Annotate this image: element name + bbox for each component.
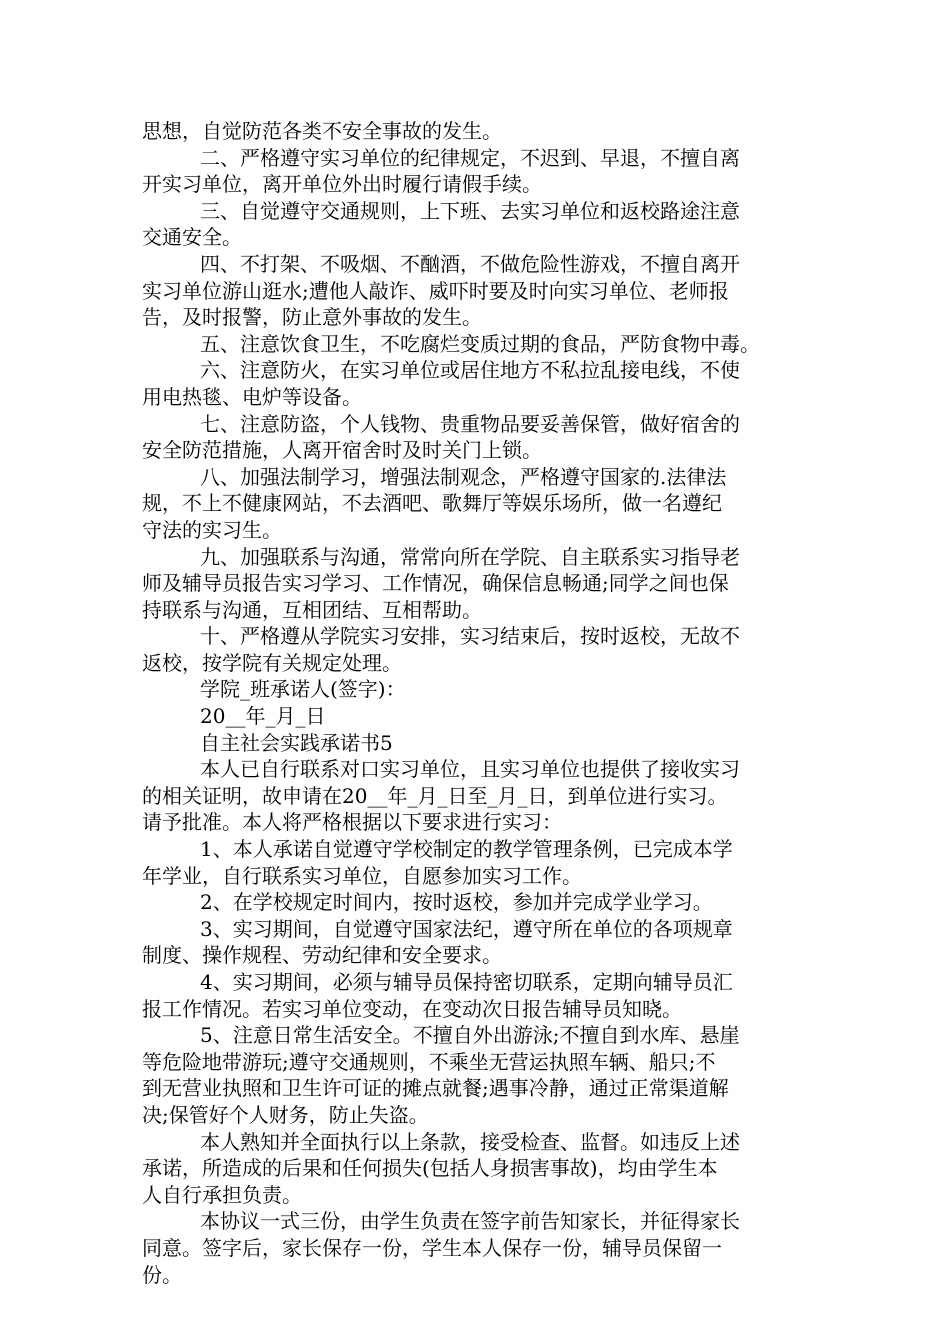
text-line: 八、加强法制学习，增强法制观念，严格遵守国家的.法律法 <box>200 464 727 489</box>
text-line: 承诺，所造成的后果和任何损失(包括人身损害事故)，均由学生本 <box>142 1156 718 1181</box>
text-line: 本协议一式三份，由学生负责在签字前告知家长，并征得家长 <box>200 1209 740 1234</box>
text-line: 自主社会实践承诺书5 <box>200 730 393 755</box>
text-line: 到无营业执照和卫生许可证的摊点就餐;遇事冷静，通过正常渠道解 <box>142 1076 729 1101</box>
text-line: 同意。签字后，家长保存一份，学生本人保存一份，辅导员保留一 <box>142 1235 722 1260</box>
text-line: 师及辅导员报告实习学习、工作情况，确保信息畅通;同学之间也保 <box>142 571 729 596</box>
text-line: 十、严格遵从学院实习安排，实习结束后，按时返校，无故不 <box>200 624 740 649</box>
text-line: 3、实习期间，自觉遵守国家法纪，遵守所在单位的各项规章 <box>200 916 733 941</box>
text-line: 制度、操作规程、劳动纪律和安全要求。 <box>142 943 502 968</box>
text-line: 实习单位游山逛水;遭他人敲诈、威吓时要及时向实习单位、老师报 <box>142 278 729 303</box>
text-line: 交通安全。 <box>142 225 242 250</box>
text-line: 思想，自觉防范各类不安全事故的发生。 <box>142 119 502 143</box>
text-line: 5、注意日常生活安全。不擅自外出游泳;不擅自到水库、悬崖 <box>200 1023 740 1048</box>
text-line: 三、自觉遵守交通规则，上下班、去实习单位和返校路途注意 <box>200 198 740 223</box>
text-line: 五、注意饮食卫生，不吃腐烂变质过期的食品，严防食物中毒。 <box>200 331 760 356</box>
text-line: 四、不打架、不吸烟、不酗酒，不做危险性游戏，不擅自离开 <box>200 251 740 276</box>
text-line: 4、实习期间，必须与辅导员保持密切联系，定期向辅导员汇 <box>200 970 733 994</box>
text-line: 告，及时报警，防止意外事故的发生。 <box>142 305 482 330</box>
text-line: 安全防范措施，人离开宿舍时及时关门上锁。 <box>142 438 542 463</box>
text-line: 等危险地带游玩;遵守交通规则，不乘坐无营运执照车辆、船只;不 <box>142 1049 716 1074</box>
text-line: 20__年_月_日 <box>200 704 326 729</box>
text-line: 年学业，自行联系实习单位，自愿参加实习工作。 <box>142 863 582 888</box>
text-line: 2、在学校规定时间内，按时返校，参加并完成学业学习。 <box>200 890 713 915</box>
text-line: 请予批准。本人将严格根据以下要求进行实习： <box>142 810 562 835</box>
text-line: 规，不上不健康网站，不去酒吧、歌舞厅等娱乐场所，做一名遵纪 <box>142 491 722 516</box>
text-line: 报工作情况。若实习单位变动，在变动次日报告辅导员知晓。 <box>142 996 682 1021</box>
text-line: 1、本人承诺自觉遵守学校制定的教学管理条例，已完成本学 <box>200 837 733 862</box>
text-line: 六、注意防火，在实习单位或居住地方不私拉乱接电线，不使 <box>200 358 740 383</box>
text-line: 九、加强联系与沟通，常常向所在学院、自主联系实习指导老 <box>200 544 740 569</box>
text-line: 守法的实习生。 <box>142 517 282 542</box>
text-line: 七、注意防盗，个人钱物、贵重物品要妥善保管，做好宿舍的 <box>200 411 740 436</box>
text-line: 份。 <box>142 1262 182 1287</box>
text-line: 的相关证明，故申请在20__年_月_日至_月_日，到单位进行实习。 <box>142 783 728 808</box>
text-line: 二、严格遵守实习单位的纪律规定，不迟到、早退，不擅自离 <box>200 145 740 170</box>
document-body <box>142 118 822 1288</box>
text-line: 学院_班承诺人(签字)： <box>200 677 406 702</box>
text-line: 开实习单位，离开单位外出时履行请假手续。 <box>142 172 542 197</box>
text-line: 本人熟知并全面执行以上条款，接受检查、监督。如违反上述 <box>200 1129 740 1154</box>
text-line: 返校，按学院有关规定处理。 <box>142 650 402 675</box>
text-line: 决;保管好个人财务，防止失盗。 <box>142 1102 429 1127</box>
text-line: 本人已自行联系对口实习单位，且实习单位也提供了接收实习 <box>200 757 740 782</box>
text-line: 持联系与沟通，互相团结、互相帮助。 <box>142 597 482 622</box>
text-line: 人自行承担负责。 <box>142 1182 302 1207</box>
text-line: 用电热毯、电炉等设备。 <box>142 384 362 409</box>
